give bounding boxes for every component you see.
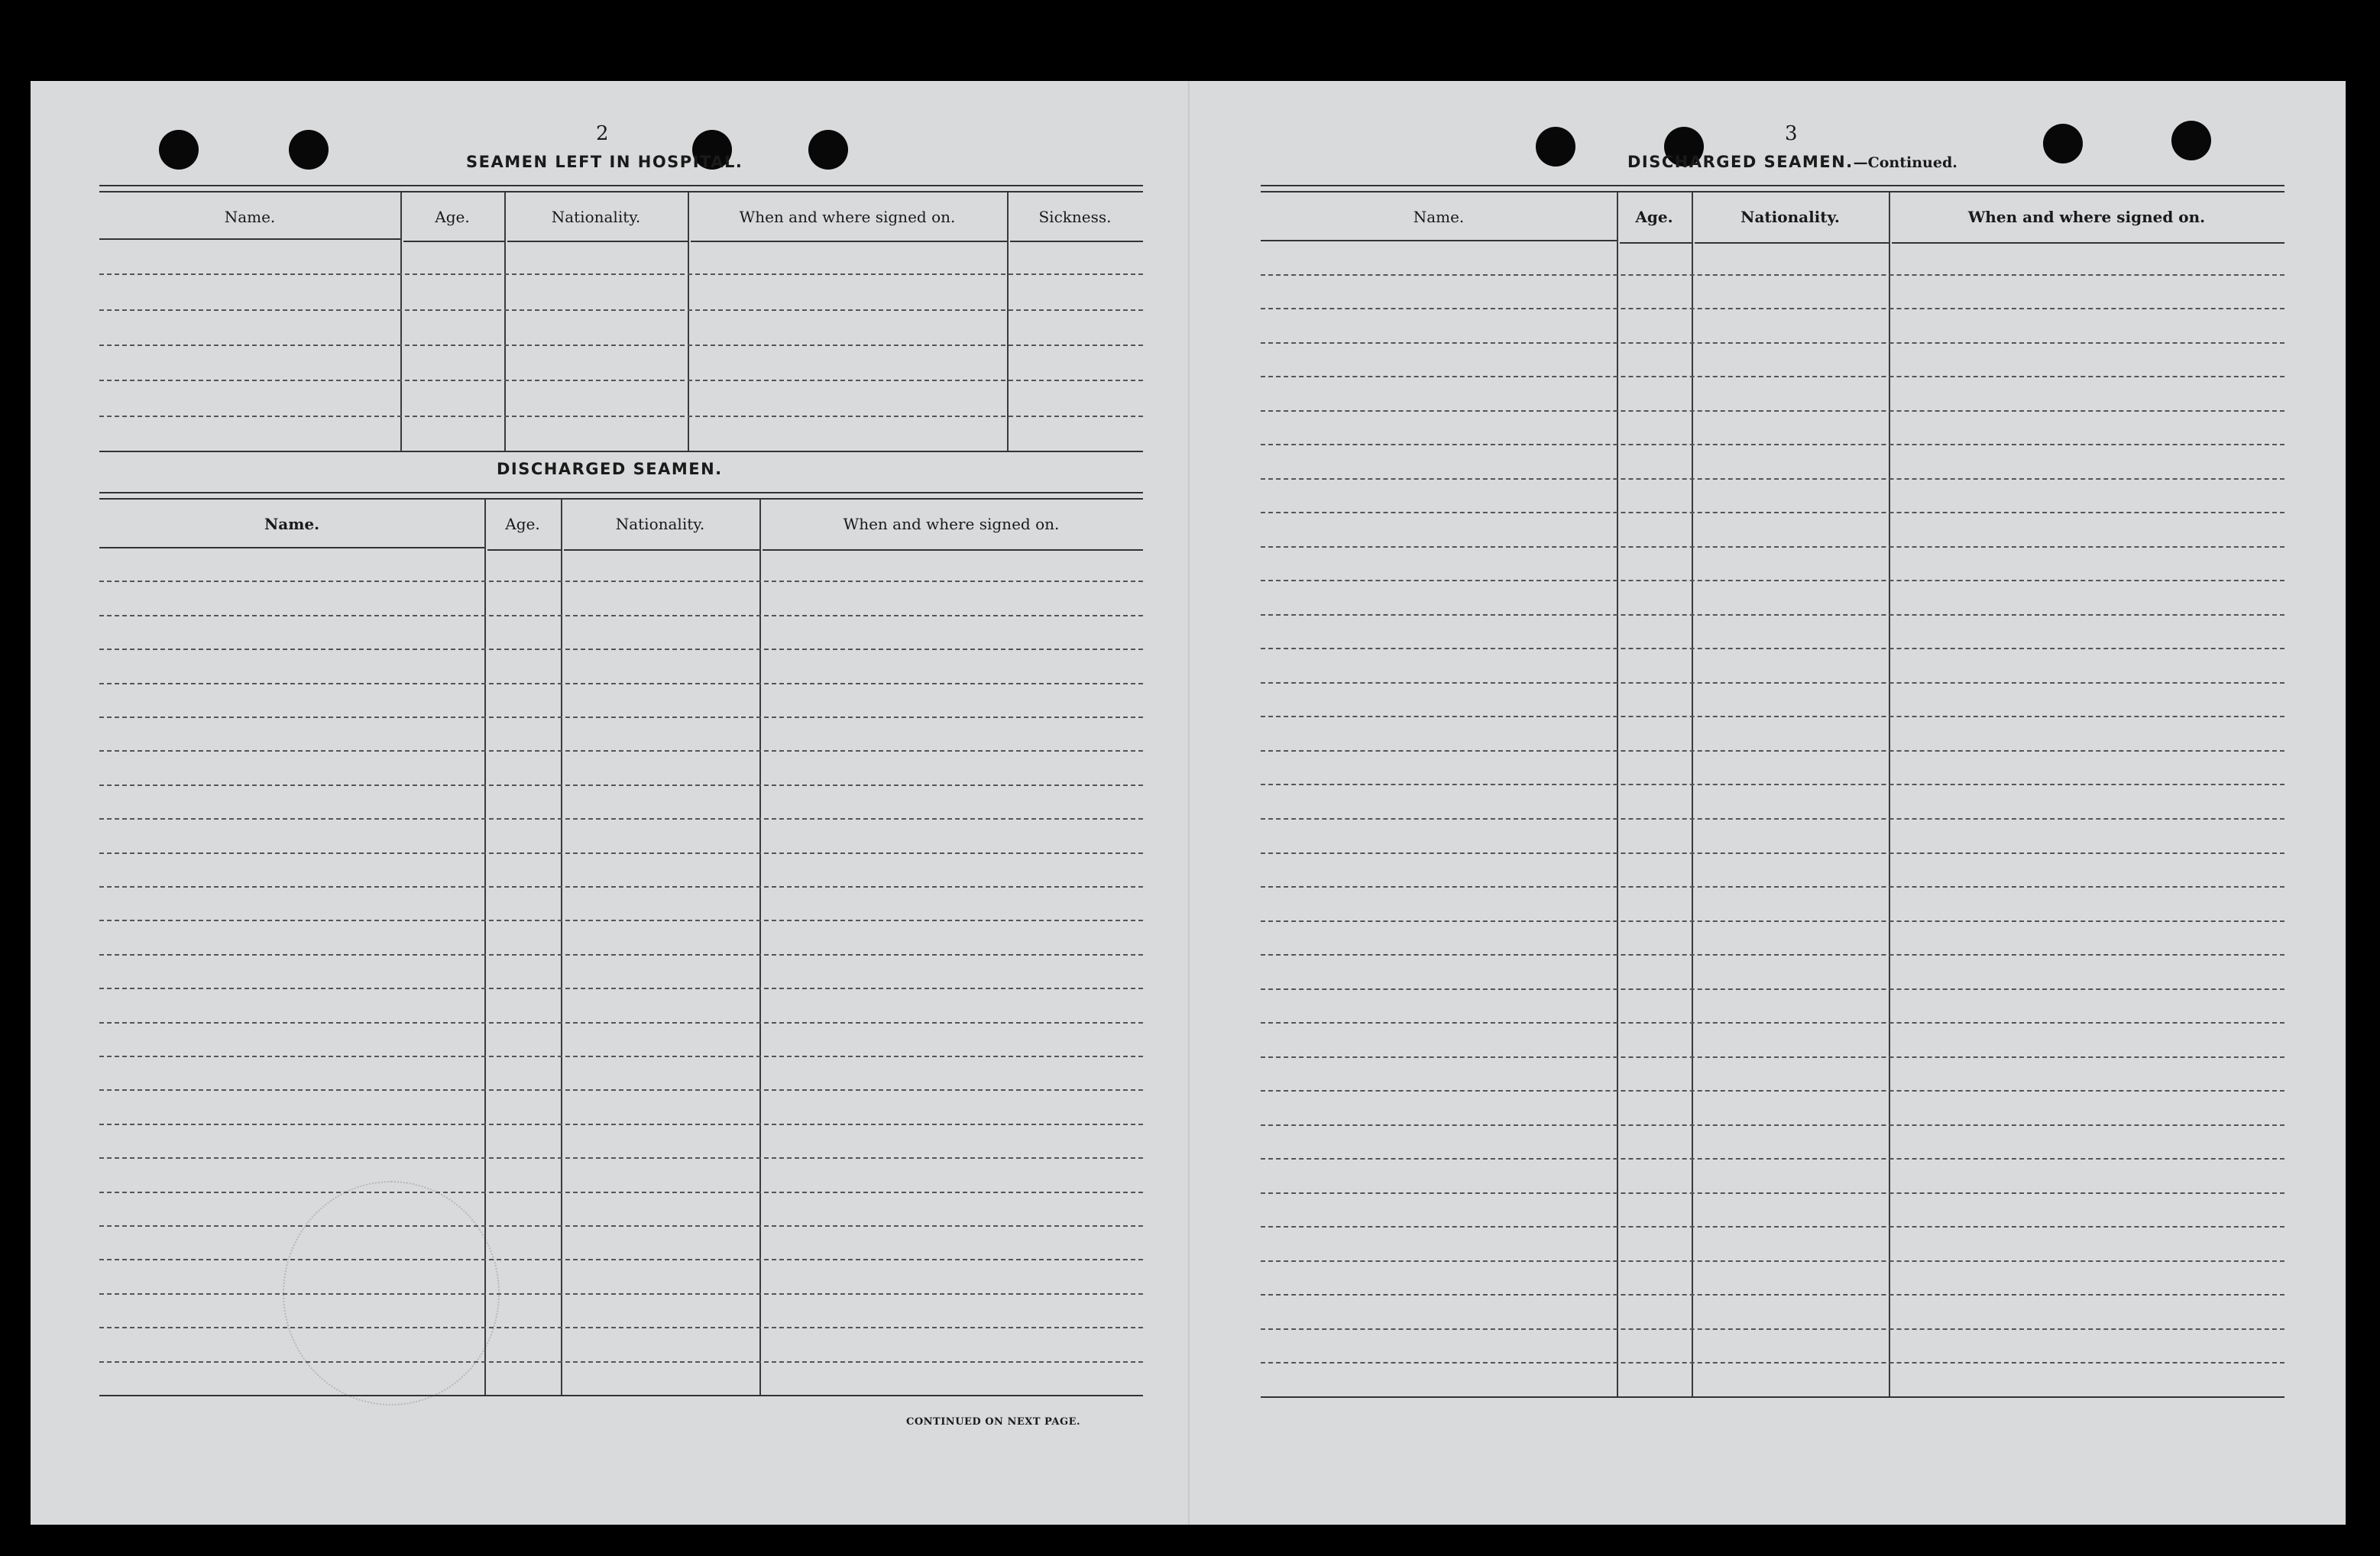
- header-rule: [1695, 242, 1889, 244]
- table-row: [1261, 818, 2284, 820]
- page-number: 3: [1785, 122, 1798, 145]
- header-rule: [1010, 241, 1143, 242]
- table-row: [1261, 1226, 2284, 1228]
- table-row: [99, 683, 1143, 684]
- table-row: [1261, 376, 2284, 377]
- header-rule: [691, 241, 1007, 242]
- column-header: Name.: [224, 208, 276, 226]
- table-row: [1261, 614, 2284, 616]
- table-row: [1261, 342, 2284, 344]
- discharged-continued-table: [1261, 185, 2284, 1396]
- table-row: [1261, 410, 2284, 412]
- header-rule: [507, 241, 688, 242]
- column-divider: [1617, 192, 1618, 1396]
- left-page: [31, 81, 1188, 1525]
- column-header: Nationality.: [615, 515, 705, 533]
- table-row: [99, 818, 1143, 820]
- table-row: [99, 615, 1143, 616]
- header-rule: [763, 549, 1143, 551]
- table-row: [1261, 750, 2284, 752]
- table-row: [1261, 784, 2284, 785]
- hospital-table: [99, 185, 1143, 451]
- table-row: [99, 1089, 1143, 1091]
- table-row: [1261, 716, 2284, 717]
- table-row: [99, 1022, 1143, 1024]
- table-row: [99, 649, 1143, 650]
- column-divider: [688, 192, 689, 451]
- table-row: [99, 954, 1143, 956]
- table-row: [1261, 1056, 2284, 1058]
- table-row: [1261, 1294, 2284, 1296]
- section-title-suffix: —Continued.: [1853, 154, 1957, 171]
- header-rule: [487, 549, 561, 551]
- table-row: [1261, 682, 2284, 684]
- table-row: [1261, 648, 2284, 649]
- header-rule: [99, 547, 484, 548]
- table-row: [1261, 852, 2284, 854]
- table-top-rule: [1261, 185, 2284, 192]
- table-bottom-rule: [1261, 1396, 2284, 1398]
- table-row: [99, 920, 1143, 921]
- header-rule: [1261, 240, 1617, 241]
- page-number: 2: [596, 122, 609, 145]
- table-row: [99, 309, 1143, 311]
- header-rule: [1892, 242, 2284, 244]
- column-header: Age.: [435, 208, 470, 226]
- column-header: Age.: [505, 515, 540, 533]
- column-header: Age.: [1635, 208, 1673, 226]
- continued-note: CONTINUED ON NEXT PAGE.: [906, 1416, 1080, 1428]
- table-row: [99, 784, 1143, 786]
- table-row: [99, 380, 1143, 381]
- header-rule: [403, 241, 504, 242]
- column-divider: [1889, 192, 1890, 1396]
- table-row: [1261, 1022, 2284, 1024]
- table-bottom-rule: [99, 1395, 1143, 1396]
- table-row: [1261, 1362, 2284, 1364]
- table-row: [1261, 886, 2284, 888]
- table-row: [99, 1192, 1143, 1193]
- table-row: [99, 717, 1143, 718]
- table-row: [1261, 1192, 2284, 1194]
- table-row: [99, 750, 1143, 752]
- table-row: [1261, 274, 2284, 276]
- table-row: [99, 345, 1143, 346]
- discharged-section-title: DISCHARGED SEAMEN.: [497, 460, 723, 478]
- column-header: Sickness.: [1038, 208, 1112, 226]
- column-header: Nationality.: [1740, 208, 1840, 226]
- discharged-continued-title: [1627, 153, 1957, 171]
- table-row: [1261, 308, 2284, 309]
- column-header: Name.: [264, 515, 320, 533]
- table-row: [99, 988, 1143, 989]
- column-divider: [1692, 192, 1693, 1396]
- table-row: [99, 1259, 1143, 1260]
- header-rule: [564, 549, 759, 551]
- section-title-main: DISCHARGED SEAMEN.: [1627, 153, 1854, 171]
- table-row: [99, 1124, 1143, 1125]
- header-rule: [99, 238, 400, 240]
- table-row: [99, 1361, 1143, 1363]
- table-row: [99, 1225, 1143, 1227]
- table-row: [99, 1293, 1143, 1295]
- table-row: [1261, 444, 2284, 445]
- column-header: When and where signed on.: [739, 208, 956, 226]
- discharged-table: [99, 492, 1143, 1395]
- table-row: [1261, 1328, 2284, 1330]
- table-row: [1261, 920, 2284, 922]
- column-divider: [1007, 192, 1009, 451]
- table-row: [1261, 988, 2284, 990]
- table-top-rule: [99, 492, 1143, 500]
- table-row: [99, 581, 1143, 582]
- document-sheet: [31, 81, 2346, 1525]
- table-row: [1261, 580, 2284, 581]
- column-header: Nationality.: [551, 208, 641, 226]
- table-row: [1261, 1158, 2284, 1160]
- table-row: [1261, 1260, 2284, 1262]
- column-header: Name.: [1413, 208, 1465, 226]
- column-header: When and where signed on.: [1967, 208, 2206, 226]
- table-row: [1261, 954, 2284, 956]
- column-divider: [400, 192, 402, 451]
- table-row: [1261, 512, 2284, 513]
- faded-stamp: [283, 1181, 500, 1406]
- table-row: [99, 1327, 1143, 1328]
- table-top-rule: [99, 185, 1143, 192]
- table-row: [99, 852, 1143, 854]
- table-row: [99, 886, 1143, 888]
- table-row: [1261, 546, 2284, 548]
- header-rule: [1620, 242, 1692, 244]
- table-row: [1261, 478, 2284, 480]
- table-bottom-rule: [99, 451, 1143, 452]
- table-row: [99, 1056, 1143, 1057]
- table-row: [99, 1157, 1143, 1159]
- hospital-section-title: SEAMEN LEFT IN HOSPITAL.: [466, 153, 743, 171]
- table-row: [1261, 1124, 2284, 1126]
- right-page: [1188, 81, 2346, 1525]
- table-row: [99, 416, 1143, 417]
- table-row: [1261, 1090, 2284, 1092]
- column-divider: [504, 192, 506, 451]
- column-header: When and where signed on.: [843, 515, 1060, 533]
- table-row: [99, 273, 1143, 275]
